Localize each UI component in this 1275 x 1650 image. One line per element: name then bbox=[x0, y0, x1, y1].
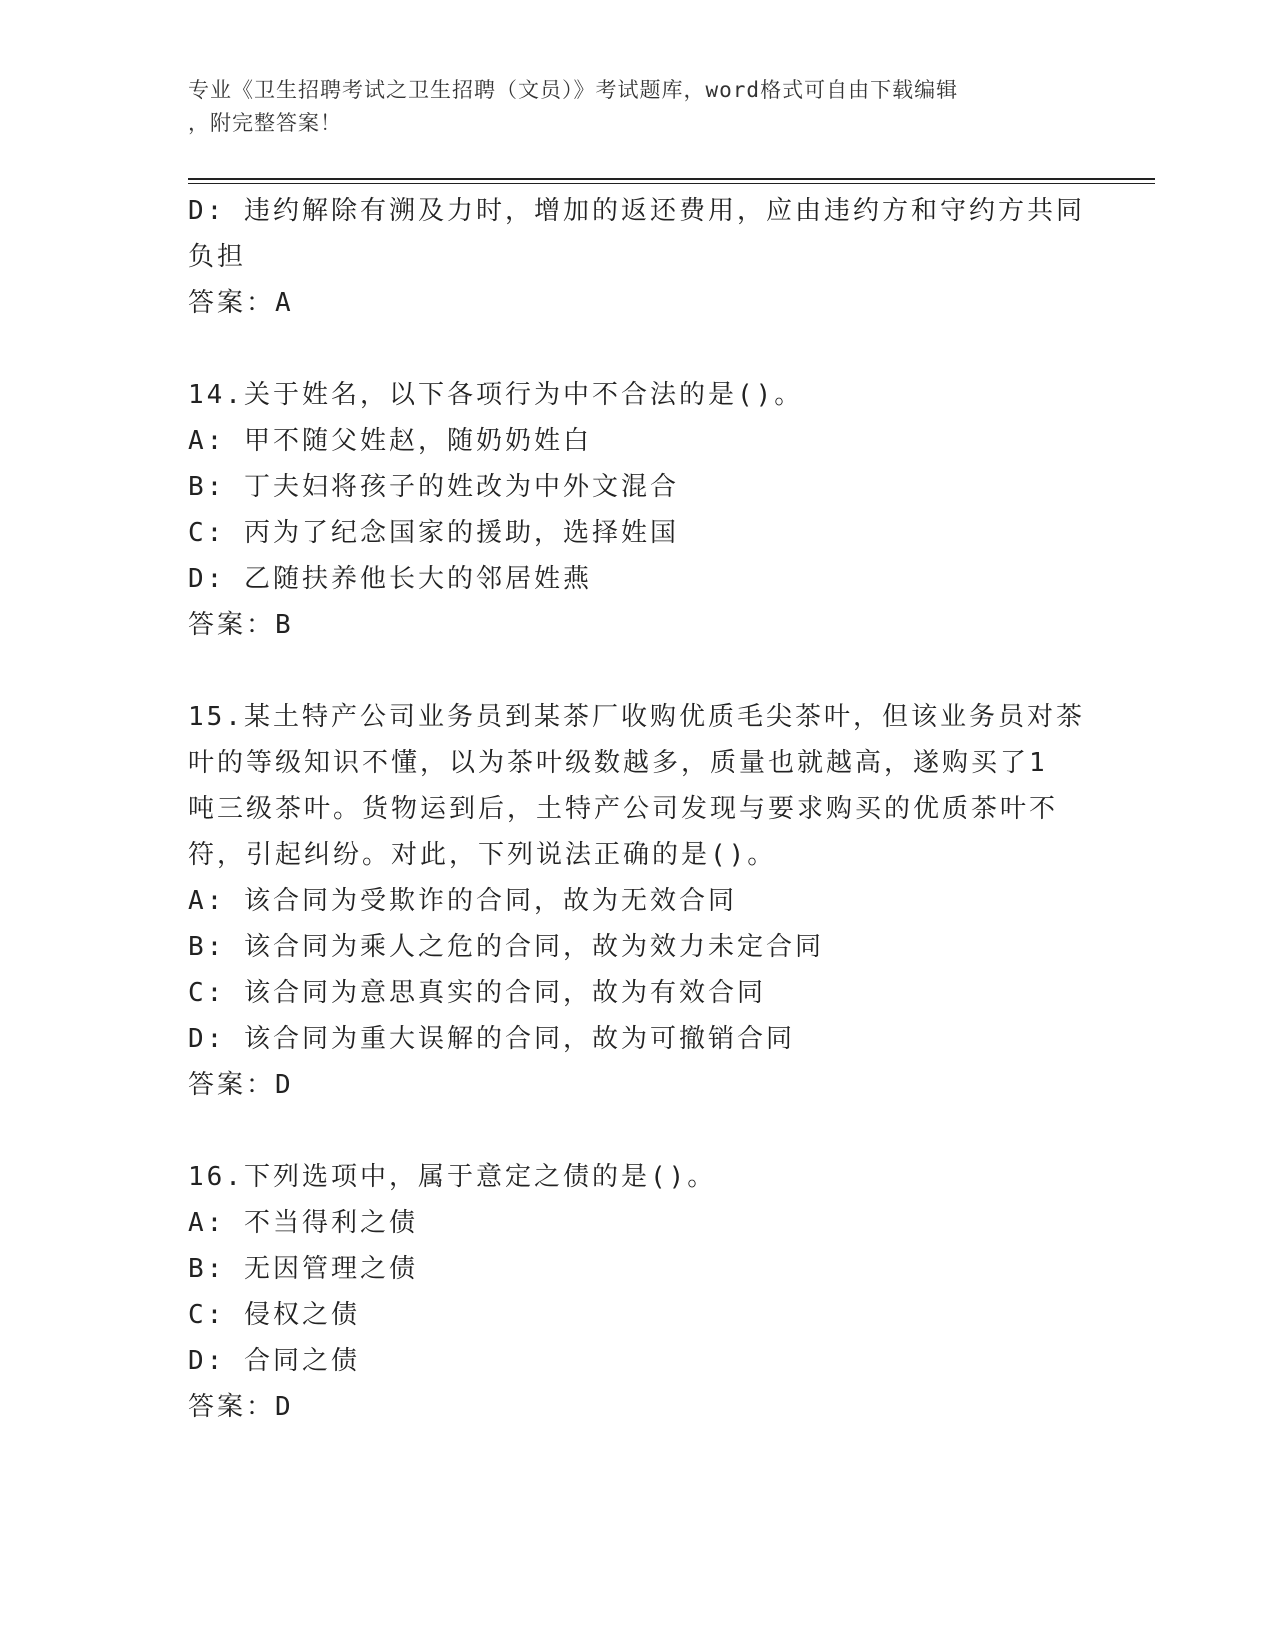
answer-label: 答案： bbox=[188, 1070, 276, 1100]
answer-value: A bbox=[275, 288, 294, 318]
answer-value: D bbox=[275, 1070, 294, 1100]
option-d: D: 该合同为重大误解的合同，故为可撤销合同 bbox=[188, 1024, 795, 1054]
option-c: C: 该合同为意思真实的合同，故为有效合同 bbox=[188, 978, 766, 1008]
question-14 bbox=[188, 372, 1088, 648]
answer bbox=[188, 1384, 1088, 1430]
question-stem: 14.关于姓名，以下各项行为中不合法的是()。 bbox=[188, 380, 804, 410]
question-stem-line: 15.某土特产公司业务员到某茶厂收购优质毛尖茶叶，但该业务员对茶 bbox=[188, 702, 1085, 732]
header-line-2: ，附完整答案！ bbox=[188, 111, 342, 135]
question-stem: 16.下列选项中，属于意定之债的是()。 bbox=[188, 1162, 717, 1192]
option-d: D: 违约解除有溯及力时，增加的返还费用，应由违约方和守约方共同 bbox=[188, 196, 1085, 226]
option-d-continued: 负担 bbox=[188, 242, 247, 272]
header-rule-thick bbox=[188, 178, 1155, 180]
answer-label: 答案： bbox=[188, 288, 276, 318]
option-d: D: 乙随扶养他长大的邻居姓燕 bbox=[188, 564, 592, 594]
answer-value: D bbox=[275, 1392, 294, 1422]
page-header bbox=[188, 74, 1068, 140]
header-rule-thin bbox=[188, 183, 1155, 184]
option-b: B: 无因管理之债 bbox=[188, 1254, 418, 1284]
question-13-tail bbox=[188, 188, 1088, 326]
answer-label: 答案： bbox=[188, 1392, 276, 1422]
option-d: D: 合同之债 bbox=[188, 1346, 360, 1376]
answer bbox=[188, 280, 1088, 326]
option-c: C: 丙为了纪念国家的援助，选择姓国 bbox=[188, 518, 679, 548]
question-15 bbox=[188, 694, 1088, 1108]
option-b: B: 该合同为乘人之危的合同，故为效力未定合同 bbox=[188, 932, 824, 962]
answer-label: 答案： bbox=[188, 610, 276, 640]
question-content bbox=[188, 188, 1088, 1430]
answer-value: B bbox=[275, 610, 294, 640]
option-b: B: 丁夫妇将孩子的姓改为中外文混合 bbox=[188, 472, 679, 502]
option-a: A: 该合同为受欺诈的合同，故为无效合同 bbox=[188, 886, 737, 916]
question-stem-line: 符，引起纠纷。对此，下列说法正确的是()。 bbox=[188, 840, 777, 870]
question-stem-line: 吨三级茶叶。货物运到后，土特产公司发现与要求购买的优质茶叶不 bbox=[188, 794, 1059, 824]
answer bbox=[188, 1062, 1088, 1108]
spacer bbox=[188, 326, 1088, 372]
question-stem-line: 叶的等级知识不懂，以为茶叶级数越多，质量也就越高，遂购买了1 bbox=[188, 748, 1048, 778]
header-line-1: 专业《卫生招聘考试之卫生招聘（文员）》考试题库，word格式可自由下载编辑 bbox=[188, 78, 959, 102]
answer bbox=[188, 602, 1088, 648]
option-a: A: 甲不随父姓赵，随奶奶姓白 bbox=[188, 426, 592, 456]
option-a: A: 不当得利之债 bbox=[188, 1208, 418, 1238]
option-c: C: 侵权之债 bbox=[188, 1300, 360, 1330]
spacer bbox=[188, 1108, 1088, 1154]
spacer bbox=[188, 648, 1088, 694]
question-16 bbox=[188, 1154, 1088, 1430]
